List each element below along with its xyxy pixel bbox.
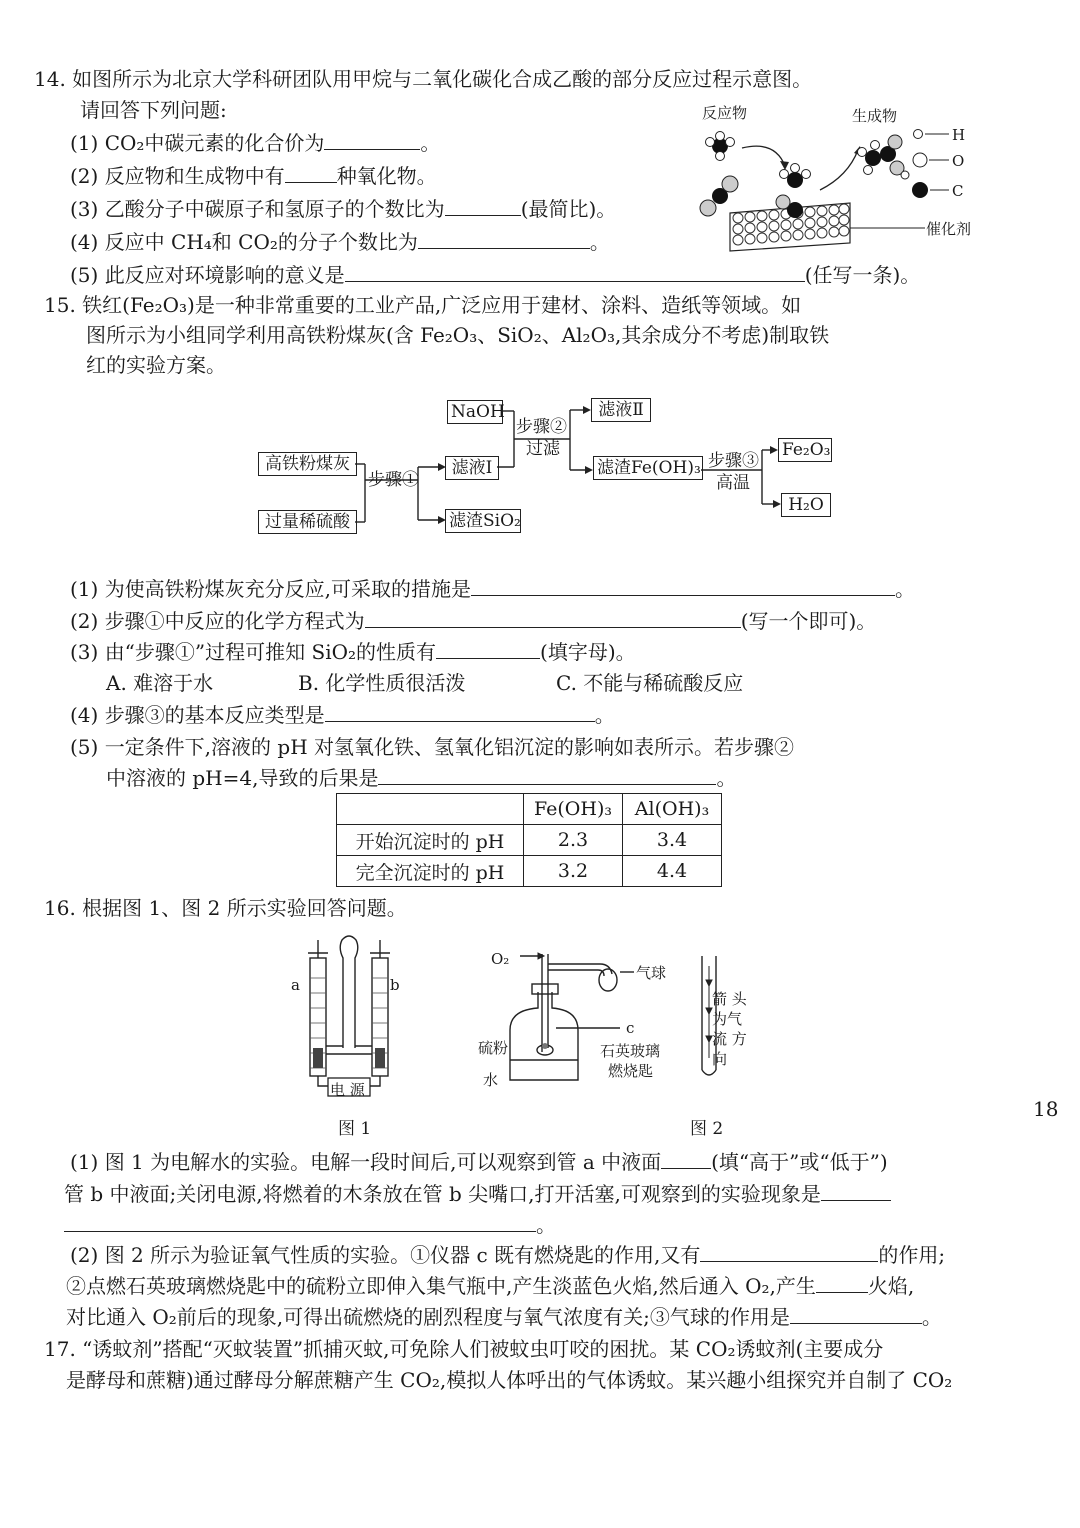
flow-residue-sio2: 滤渣SiO₂	[445, 509, 521, 533]
co2-molecule	[700, 176, 738, 216]
q16-item-2-line-2: ②点燃石英玻璃燃烧匙中的硫粉立即伸入集气瓶中,产生淡蓝色火焰,然后通入 O₂,产生 火焰,	[66, 1274, 915, 1298]
answer-blank[interactable]	[325, 703, 595, 722]
flow-filtrate2: 滤液Ⅱ	[591, 398, 651, 422]
legend-h-label: H	[952, 126, 966, 144]
legend-o-label: O	[952, 152, 965, 170]
option-a[interactable]: A. 难溶于水	[106, 671, 214, 695]
o2-inlet-label: O₂	[491, 950, 510, 968]
flow-ash: 高铁粉煤灰	[258, 452, 357, 476]
table-cell: 3.4	[623, 825, 722, 856]
flow-h2o: H₂O	[781, 493, 831, 517]
option-b[interactable]: B. 化学性质很活泼	[298, 671, 466, 695]
table-row	[337, 856, 722, 887]
flow-step1: 步骤①	[368, 470, 419, 490]
q16-item-1-line-2: 管 b 中液面;关闭电源,将燃着的木条放在管 b 尖嘴口,打开活塞,可观察到的实验现象是	[64, 1182, 891, 1206]
water-label: 水	[483, 1071, 499, 1089]
flow-fe2o3: Fe₂O₃	[778, 438, 832, 462]
power-label: 电 源	[330, 1081, 365, 1099]
q14-stem: 14. 如图所示为北京大学科研团队用甲烷与二氧化碳化合成乙酸的部分反应过程示意图。	[34, 67, 813, 91]
arrow-note-1: 箭 头	[712, 990, 747, 1008]
q15-stem-line-2: 图所示为小组同学利用高铁粉煤灰(含 Fe₂O₃、SiO₂、Al₂O₃,其余成分不考虑)制取铁	[86, 323, 830, 347]
balloon-label: 气球	[636, 964, 667, 982]
q14-item-2: (2) 反应物和生成物中有 种氧化物。	[70, 164, 437, 188]
table-cell: 3.2	[524, 856, 623, 887]
q17-line-1: 17. “诱蚊剂”搭配“灭蚊装置”抓捕灭蚊,可免除人们被蚊虫叮咬的困扰。某 CO₂诱蚊剂(主要成分	[44, 1337, 884, 1361]
q15-number: 15.	[44, 293, 76, 317]
table-cell: 完全沉淀时的 pH	[337, 856, 524, 887]
table-cell: 开始沉淀时的 pH	[337, 825, 524, 856]
answer-blank[interactable]	[445, 197, 521, 216]
figure-2-caption: 图 2	[690, 1119, 724, 1139]
sulfur-label: 硫粉	[478, 1039, 509, 1057]
reactant-label: 反应物	[702, 104, 748, 122]
q16-stem: 16. 根据图 1、图 2 所示实验回答问题。	[44, 896, 407, 920]
q14-item-3: (3) 乙酸分子中碳原子和氢原子的个数比为 (最简比)。	[70, 197, 617, 221]
q15-item-4: (4) 步骤③的基本反应类型是 。	[70, 703, 615, 727]
q17-number: 17.	[44, 1337, 76, 1361]
answer-blank[interactable]	[821, 1182, 891, 1201]
ph-table	[336, 793, 722, 887]
flow-acid: 过量稀硫酸	[258, 510, 357, 534]
q15-item-3: (3) 由“步骤①”过程可推知 SiO₂的性质有 (填字母)。	[70, 640, 636, 664]
q16-item-2-line-1: (2) 图 2 所示为验证氧气性质的实验。①仪器 c 既有燃烧匙的作用,又有 的作用;	[70, 1243, 946, 1267]
option-c[interactable]: C. 不能与稀硫酸反应	[556, 671, 744, 695]
flow-step2: 步骤②	[516, 417, 567, 437]
arrow-note-4: 向	[712, 1050, 728, 1068]
answer-blank[interactable]	[790, 1305, 922, 1324]
answer-blank[interactable]	[436, 640, 540, 659]
q14-item-5: (5) 此反应对环境影响的意义是 (任写一条)。	[70, 263, 921, 287]
answer-blank[interactable]	[661, 1150, 711, 1169]
instrument-c-label: c	[626, 1019, 635, 1037]
acetic-acid-molecule	[858, 135, 910, 179]
answer-blank[interactable]	[471, 577, 895, 596]
flow-filter: 过滤	[526, 439, 560, 459]
electrolysis-apparatus	[300, 928, 410, 1098]
product-label: 生成物	[852, 107, 898, 125]
q16-item-1-line-3: 。	[64, 1213, 556, 1237]
q16-item-2-line-3: 对比通入 O₂前后的现象,可得出硫燃烧的剧烈程度与氧气浓度有关;③气球的作用是 。	[66, 1305, 942, 1329]
table-header-cell	[337, 794, 524, 825]
q16-item-1-line-1: (1) 图 1 为电解水的实验。电解一段时间后,可以观察到管 a 中液面 (填“高于”或“低于”)	[70, 1150, 888, 1174]
q16-number: 16.	[44, 896, 76, 920]
q15-item-5-line-1: (5) 一定条件下,溶液的 pH 对氢氧化铁、氢氧化铝沉淀的影响如表所示。若步骤②	[70, 735, 795, 759]
q15-item-5-line-2: 中溶液的 pH=4,导致的后果是 。	[106, 766, 737, 790]
answer-blank[interactable]	[816, 1274, 868, 1293]
answer-blank[interactable]	[64, 1213, 536, 1232]
methane-molecule	[706, 132, 735, 161]
table-header-row	[337, 794, 722, 825]
table-cell: 2.3	[524, 825, 623, 856]
flow-high-temp: 高温	[716, 473, 750, 493]
legend	[912, 130, 949, 199]
q15-stem-line-3: 红的实验方案。	[86, 353, 226, 377]
table-row	[337, 825, 722, 856]
answer-blank[interactable]	[345, 263, 805, 282]
q14-item-1: (1) CO₂中碳元素的化合价为 。	[70, 131, 441, 155]
catalyst-label: 催化剂	[926, 220, 972, 238]
q14-item-4: (4) 反应中 CH₄和 CO₂的分子个数比为 。	[70, 230, 610, 254]
q14-prompt: 请回答下列问题:	[80, 98, 227, 122]
table-header-cell: Al(OH)₃	[623, 794, 722, 825]
answer-blank[interactable]	[418, 230, 590, 249]
page-mark: 18	[1033, 1097, 1059, 1121]
tube-b-label: b	[390, 976, 400, 994]
answer-blank[interactable]	[700, 1243, 878, 1262]
arrow-note-3: 流 方	[712, 1030, 747, 1048]
legend-c-label: C	[952, 182, 964, 200]
tube-a-label: a	[291, 976, 300, 994]
flow-residue-feoh3: 滤渣Fe(OH)₃	[593, 456, 703, 480]
flow-step3: 步骤③	[708, 451, 759, 471]
flow-filtrate1: 滤液Ⅰ	[445, 456, 499, 480]
answer-blank[interactable]	[365, 609, 741, 628]
flow-naoh: NaOH	[447, 400, 503, 424]
answer-blank[interactable]	[378, 766, 716, 785]
answer-blank[interactable]	[285, 164, 337, 183]
arrow-note-2: 为气	[712, 1010, 743, 1028]
answer-blank[interactable]	[324, 131, 420, 150]
figure-1-caption: 图 1	[338, 1119, 372, 1139]
q17-line-2: 是酵母和蔗糖)通过酵母分解蔗糖产生 CO₂,模拟人体呼出的气体诱蚊。某兴趣小组探究并自制了 CO₂	[66, 1368, 953, 1392]
q15-item-2: (2) 步骤①中反应的化学方程式为 (写一个即可)。	[70, 609, 877, 633]
spoon-label-2: 燃烧匙	[608, 1062, 654, 1080]
q15-item-1: (1) 为使高铁粉煤灰充分反应,可采取的措施是 。	[70, 577, 916, 601]
q15-stem-line-1: 15. 铁红(Fe₂O₃)是一种非常重要的工业产品,广泛应用于建材、涂料、造纸等领域。如	[44, 293, 802, 317]
spoon-label-1: 石英玻璃	[600, 1042, 661, 1060]
table-header-cell: Fe(OH)₃	[524, 794, 623, 825]
q14-number: 14.	[34, 67, 66, 91]
table-cell: 4.4	[623, 856, 722, 887]
